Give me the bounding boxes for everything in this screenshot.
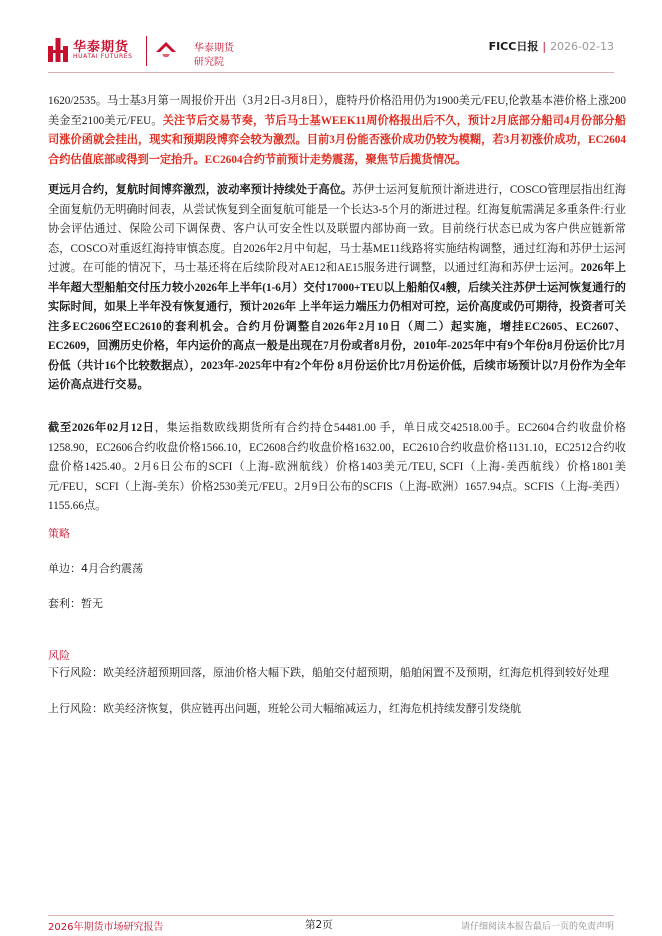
risk-downside: 下行风险：欧美经济超预期回落，原油价格大幅下跌，船舶交付超预期，船舶闲置不及预期，红海危机得到较好处理 [48,666,609,679]
report-date: 2026-02-13 [550,40,614,53]
footer-disclaimer-note: 请仔细阅读本报告最后一页的免责声明 [460,922,614,932]
risk-title: 风险 [48,649,70,662]
paragraph-far-month-contracts [48,181,626,396]
paragraph3-body: ，集运指数欧线期货所有合约持仓54481.00 手，单日成交42518.00手。EC2604合约收盘价格1258.90，EC2606合约收盘价格1566.10，EC2608合约收盘价格1632.00，EC2610合约收盘价格1131.10，EC2512合约收盘价格1425.40。2月6日公布的SCFI（上海-欧洲航线）价格1403美元/TEU, SCFI（上海-美西航线）价格1801美元/FEU，SCFI（上海-美东）价格2530美元/FEU。2月9日公布的SCFIS（上海-欧洲）1657.94点。SCFIS（上海-美西）1155.66点。 [48,422,626,512]
footer-rule [48,915,614,916]
paragraph-market-data [48,419,626,517]
paragraph2-body: 苏伊士运河复航预计渐进进行，COSCO管理层指出红海全面复航仍无明确时间表，从尝试恢复到全面复航可能是一个长达3-5个月的渐进过程。红海复航需满足多重条件:行业协会评估通过、保险公司下调保费、客户认可安全性以及联盟内部协商一致。目前绕行状态已成为客户供应链新常态，COSCO对重返红海持审慎态度。自2026年2月中旬起，马士基ME11线路将实施结构调整，通过红海和苏伊士运河过渡。在可能的情况下，马士基还将在后续阶段对AE12和AE15服务进行调整，以通过红海和苏伊士运河。 [48,184,626,274]
logo-divider [146,36,147,66]
paragraph3-lead: 截至2026年02月12日 [48,422,155,434]
paragraph1-text: 1620/2535。马士基3月第一周报价开出（3月2日-3月8日），鹿特丹价格沿用仍为1900美元/FEU,伦敦基本港价格上涨200美金至2100美元/FEU。 [48,95,626,127]
strategy-title: 策略 [48,527,70,540]
institute-name-line2: 研究院 [194,57,224,68]
report-tag-separator: | [542,40,547,53]
footer-report-title: 2026年期货市场研究报告 [48,922,164,933]
header-rule [48,72,614,73]
footer-page-number: 第2页 [305,919,333,931]
logo-english-name: HUATAI FUTURES [73,53,133,60]
paragraph-price-outlook [48,92,626,170]
page-header [0,0,662,72]
paragraph2-lead: 更远月合约，复航时间博弈激烈，波动率预计持续处于高位。 [48,184,353,196]
report-tag [489,38,614,54]
research-institute-badge [152,36,242,66]
report-type: FICC日报 [488,40,539,53]
strategy-single: 单边：4月合约震荡 [48,562,143,575]
huatai-logo-icon [48,38,68,62]
strategy-arbitrage: 套利：暂无 [48,597,103,610]
research-institute-icon [154,40,178,58]
institute-name-line1: 华泰期货 [194,43,234,54]
risk-upside: 上行风险：欧美经济恢复，供应链再出问题，班轮公司大幅缩减运力，红海危机持续发酵引发绕航 [48,702,521,715]
paragraph2-tail: 2026年上半年超大型船舶交付压力较小2026年上半年(1-6月）交付17000+TEU以上船舶仅4艘，后续关注苏伊士运河恢复通行的实际时间，如果上半年没有恢复通行，预计2026年 上半年运力端压力仍相对可控，运价高度或仍可期待，投资者可关注多EC2606空EC2610的套利机会。合约月份调整自2026年2月10日（周二）起实施，增挂EC2605、EC2607、EC2609，回溯历史价格，年内运价的高点一般是出现在7月份或者8月份，2010年-2025年中有9个年份8月份运价比7月份低（共计16个比较数据点），2023年-2025年中有2个年份 8月份运价比7月份运价低，后续市场预计以7月份作为全年运价高点进行交易。 [48,262,626,391]
huatai-futures-logo [48,36,146,68]
paragraph1-highlight: 关注节后交易节奏，节后马士基WEEK11周价格报出后不久，预计2月底部分船司4月份部分船司涨价函就会挂出，现实和预期段博弈会较为激烈。目前3月份能否涨价成功仍较为模糊，若3月初涨价成功，EC2604合约估值底部或得到一定抬升。EC2604合约节前预计走势震荡，聚焦节后揽货情况。 [48,114,626,166]
logo-chinese-name: 华泰期货 [73,40,130,55]
